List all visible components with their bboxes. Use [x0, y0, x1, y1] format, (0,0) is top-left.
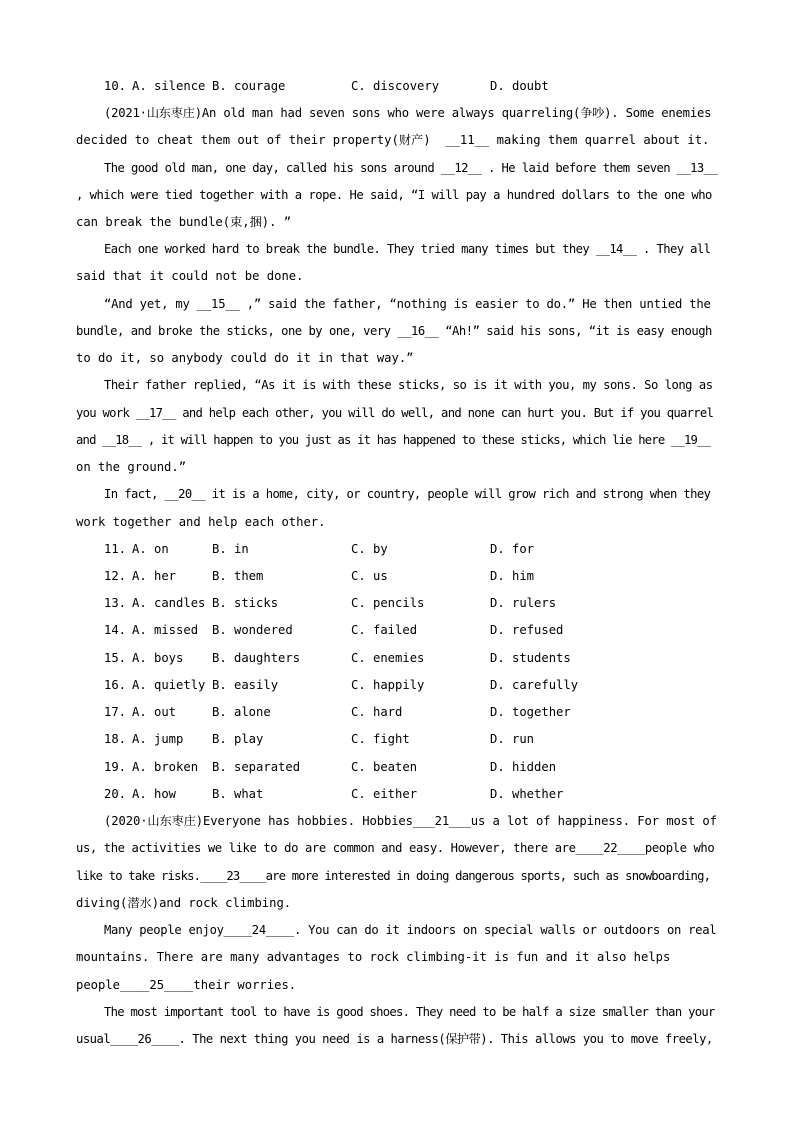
option-a: A. how: [132, 787, 177, 801]
option-b: B. wondered: [212, 623, 293, 637]
question-number: 15.: [104, 651, 127, 665]
option-d: D. hidden: [490, 760, 557, 774]
passage2-line-8: The most important tool to have is good shoes. They need to be half a size smaller than your: [104, 1005, 715, 1019]
option-a: A. boys: [132, 651, 184, 665]
passage1-line-15: In fact, __20__ it is a home, city, or country, people will grow rich and strong when they: [104, 487, 711, 501]
passage2-line-1: (2020·山东枣庄)Everyone has hobbies. Hobbies___21___us a lot of happiness. For most of: [104, 814, 717, 828]
option-d: D. whether: [490, 787, 564, 801]
option-b: B. daughters: [212, 651, 301, 665]
question-number: 19.: [104, 760, 127, 774]
passage1-line-5: can break the bundle(束,捆). ”: [76, 215, 292, 229]
option-c: C. fight: [351, 732, 410, 746]
passage1-line-4: , which were tied together with a rope. He said, “I will pay a hundred dollars to the one who: [76, 188, 712, 202]
option-d: D. refused: [490, 623, 564, 637]
option-c: C. happily: [351, 678, 425, 692]
passage2-line-3: like to take risks.____23____are more interested in doing dangerous sports, such as snowboarding,: [76, 869, 711, 883]
passage1-line-12: you work __17__ and help each other, you will do well, and none can hurt you. But if you quarrel: [76, 406, 714, 420]
question-number: 14.: [104, 623, 127, 637]
option-a: A. candles: [132, 596, 206, 610]
option-d: D. him: [490, 569, 535, 583]
option-c: C. by: [351, 542, 388, 556]
options-row-15: [104, 650, 724, 666]
options-row-19: [104, 759, 724, 775]
question-number: 11.: [104, 542, 127, 556]
options-row-17: [104, 704, 724, 720]
option-a: A. jump: [132, 732, 184, 746]
option-c: C. discovery: [351, 79, 440, 93]
option-d: D. rulers: [490, 596, 557, 610]
passage1-line-13: and __18__ , it will happen to you just as it has happened to these sticks, which lie here __19__: [76, 433, 711, 447]
passage1-line-7: said that it could not be done.: [76, 269, 304, 283]
passage2-line-7: people____25____their worries.: [76, 978, 297, 992]
options-row-20: [104, 786, 724, 802]
passage1-line-8: “And yet, my __15__ ,” said the father, “nothing is easier to do.” He then untied the: [104, 297, 711, 311]
options-row-11: [104, 541, 724, 557]
passage2-line-6: mountains. There are many advantages to rock climbing-it is fun and it also helps: [76, 950, 671, 964]
option-a: A. on: [132, 542, 169, 556]
passage1-line-10: to do it, so anybody could do it in that way.”: [76, 351, 414, 365]
option-a: A. out: [132, 705, 177, 719]
option-a: A. broken: [132, 760, 199, 774]
option-b: B. separated: [212, 760, 301, 774]
option-a: A. silence: [132, 79, 206, 93]
passage1-line-1: (2021·山东枣庄)An old man had seven sons who were always quarreling(争吵). Some enemies: [104, 106, 712, 120]
passage1-line-6: Each one worked hard to break the bundle. They tried many times but they __14__ . They all: [104, 242, 711, 256]
option-a: A. missed: [132, 623, 199, 637]
question-number: 13.: [104, 596, 127, 610]
options-row-12: [104, 568, 724, 584]
options-row-10: [104, 78, 724, 94]
option-d: D. carefully: [490, 678, 579, 692]
options-row-14: [104, 622, 724, 638]
option-b: B. alone: [212, 705, 271, 719]
question-number: 17.: [104, 705, 127, 719]
passage2-line-5: Many people enjoy____24____. You can do it indoors on special walls or outdoors on real: [104, 923, 717, 937]
option-d: D. doubt: [490, 79, 549, 93]
option-b: B. easily: [212, 678, 279, 692]
option-b: B. what: [212, 787, 264, 801]
option-c: C. hard: [351, 705, 403, 719]
option-c: C. beaten: [351, 760, 418, 774]
option-b: B. in: [212, 542, 249, 556]
option-b: B. courage: [212, 79, 286, 93]
option-d: D. run: [490, 732, 535, 746]
option-b: B. play: [212, 732, 264, 746]
option-c: C. enemies: [351, 651, 425, 665]
passage1-line-3: The good old man, one day, called his sons around __12__ . He laid before them seven __13__: [104, 161, 718, 175]
question-number: 18.: [104, 732, 127, 746]
passage1-line-11: Their father replied, “As it is with these sticks, so is it with you, my sons. So long as: [104, 378, 713, 392]
option-d: D. together: [490, 705, 571, 719]
option-c: C. either: [351, 787, 418, 801]
option-b: B. them: [212, 569, 264, 583]
passage1-line-9: bundle, and broke the sticks, one by one, very __16__ “Ah!” said his sons, “it is easy enough: [76, 324, 712, 338]
option-a: A. her: [132, 569, 177, 583]
passage1-line-16: work together and help each other.: [76, 515, 326, 529]
option-b: B. sticks: [212, 596, 279, 610]
passage2-line-4: diving(潜水)and rock climbing.: [76, 896, 292, 910]
option-a: A. quietly: [132, 678, 206, 692]
passage1-line-14: on the ground.”: [76, 460, 187, 474]
passage2-line-2: us, the activities we like to do are common and easy. However, there are____22____people who: [76, 841, 715, 855]
option-c: C. failed: [351, 623, 418, 637]
passage1-line-2: decided to cheat them out of their property(财产) __11__ making them quarrel about it.: [76, 133, 710, 147]
option-d: D. students: [490, 651, 571, 665]
option-d: D. for: [490, 542, 535, 556]
passage2-line-9: usual____26____. The next thing you need is a harness(保护带). This allows you to move freely,: [76, 1032, 713, 1046]
options-row-13: [104, 595, 724, 611]
question-number: 12.: [104, 569, 127, 583]
options-row-18: [104, 731, 724, 747]
option-c: C. us: [351, 569, 388, 583]
option-c: C. pencils: [351, 596, 425, 610]
question-number: 16.: [104, 678, 127, 692]
question-number: 20.: [104, 787, 127, 801]
options-row-16: [104, 677, 724, 693]
question-number: 10.: [104, 79, 127, 93]
